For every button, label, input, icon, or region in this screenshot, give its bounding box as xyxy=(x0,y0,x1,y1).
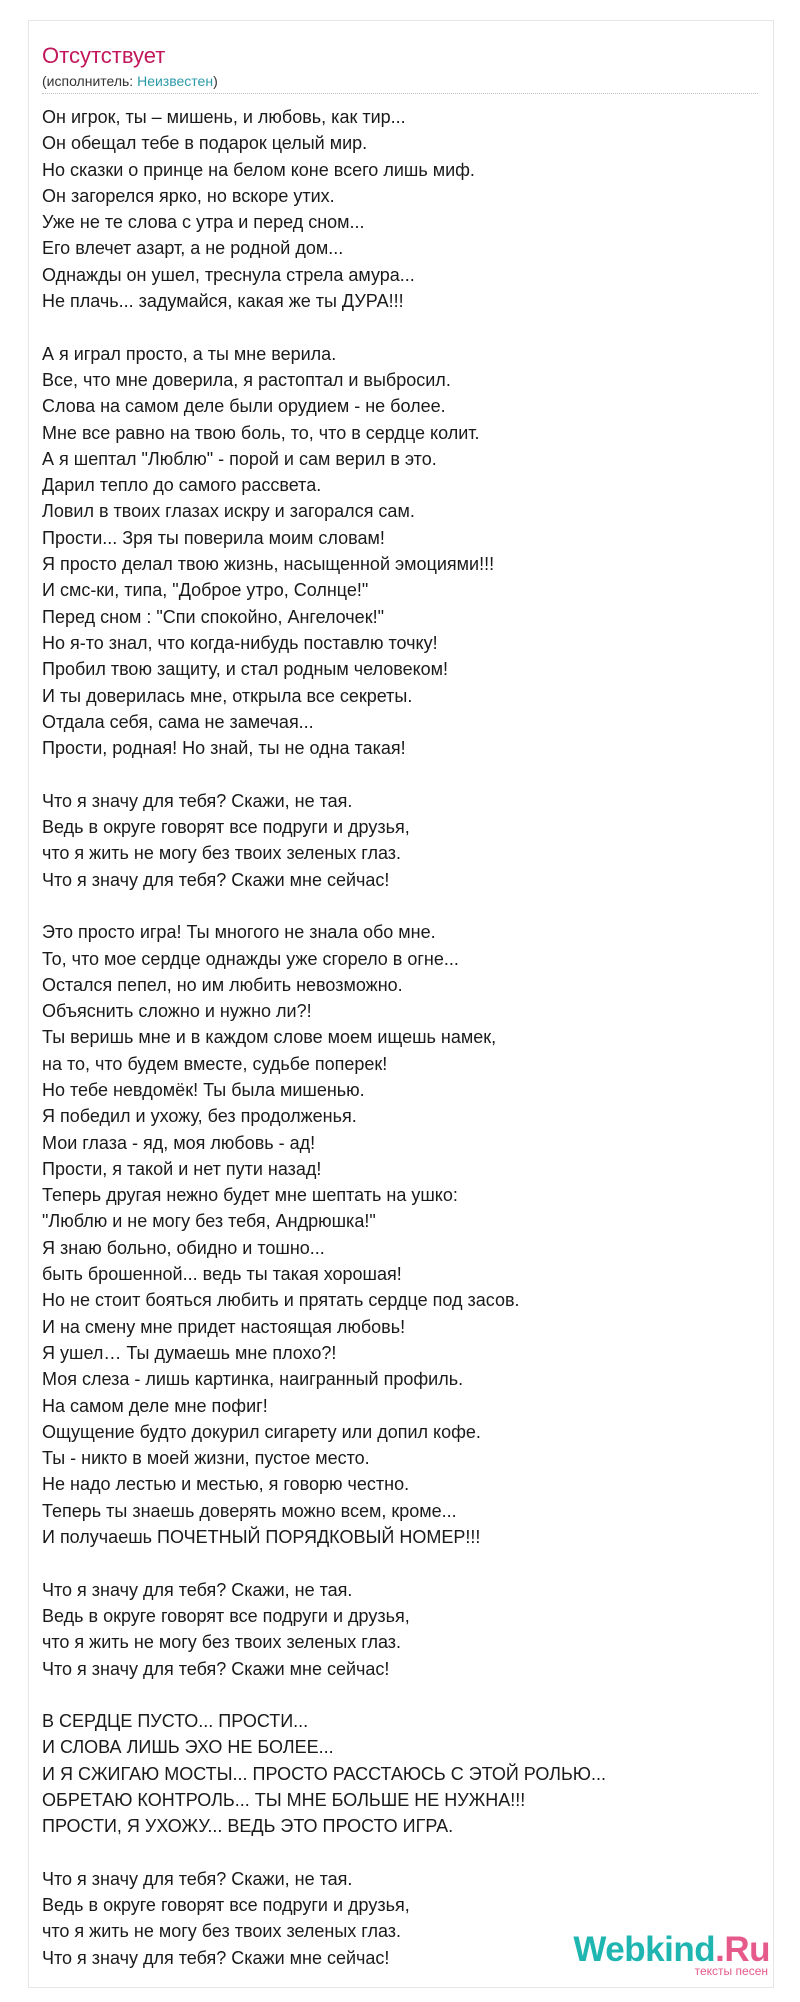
artist-link[interactable]: Неизвестен xyxy=(137,73,214,89)
divider xyxy=(42,93,758,94)
artist-line xyxy=(42,72,218,90)
site-logo xyxy=(573,1931,770,1977)
lyrics-text: Он игрок, ты – мишень, и любовь, как тир... Он обещал тебе в подарок целый мир. Но сказки о принце на белом коне всего лишь миф. Он загорелся ярко, но вскоре утих. Уже не те слова с утра и перед сном... Его влечет азарт, а не родной дом... Однажды он ушел, треснула стрела амура... Не плачь... задумайся, какая же ты ДУРА!!! А я играл просто, а ты мне верила. Все, что мне доверила, я растоптал и выбросил. Слова на самом деле были орудием - не более. Мне все равно на твою боль, то, что в сердце колит. А я шептал "Люблю" - порой и сам верил в это. Дарил тепло до самого рассвета. Ловил в твоих глазах искру и загорался сам. Прости... Зря ты поверила моим словам! Я просто делал твою жизнь, насыщенной эмоциями!!! И смс-ки, типа, "Доброе утро, Солнце!" Перед сном : "Спи спокойно, Ангелочек!" Но я-то знал, что когда-нибудь поставлю точку! Пробил твою защиту, и стал родным человеком! И ты доверилась мне, открыла все секреты. Отдала себя, сама не замечая... Прости, родная! Но знай, ты не одна такая! Что я значу для тебя? Скажи, не тая. Ведь в округе говорят все подруги и друзья, что я жить не могу без твоих зеленых глаз. Что я значу для тебя? Скажи мне сейчас! Это просто игра! Ты многого не знала обо мне. То, что мое сердце однажды уже сгорело в огне... Остался пепел, но им любить невозможно. Объяснить сложно и нужно ли?! Ты веришь мне и в каждом слове моем ищешь намек, на то, что будем вместе, судьбе поперек! Но тебе невдомёк! Ты была мишенью. Я победил и ухожу, без продолженья. Мои глаза - яд, моя любовь - ад! Прости, я такой и нет пути назад! Теперь другая нежно будет мне шептать на ушко: "Люблю и не могу без тебя, Андрюшка!" Я знаю больно, обидно и тошно... быть брошенной... ведь ты такая хорошая! Но не стоит бояться любить и прятать сердце под засов. И на смену мне придет настоящая любовь! Я ушел… Ты думаешь мне плохо?! Моя слеза - лишь картинка, наигранный профиль. На самом деле мне пофиг! Ощущение будто докурил сигарету или допил кофе. Ты - никто в моей жизни, пустое место. Не надо лестью и местью, я говорю честно. Теперь ты знаешь доверять можно всем, кроме... И получаешь ПОЧЕТНЫЙ ПОРЯДКОВЫЙ НОМЕР!!! Что я значу для тебя? Скажи, не тая. Ведь в округе говорят все подруги и друзья, что я жить не могу без твоих зеленых глаз. Что я значу для тебя? Скажи мне сейчас! В СЕРДЦЕ ПУСТО... ПРОСТИ... И СЛОВА ЛИШЬ ЭХО НЕ БОЛЕЕ... И Я СЖИГАЮ МОСТЫ... ПРОСТО РАССТАЮСЬ С ЭТОЙ РОЛЬЮ... ОБРЕТАЮ КОНТРОЛЬ... ТЫ МНЕ БОЛЬШЕ НЕ НУЖНА!!! ПРОСТИ, Я УХОЖУ... ВЕДЬ ЭТО ПРОСТО ИГРА. Что я значу для тебя? Скажи, не тая. Ведь в округе говорят все подруги и друзья, что я жить не могу без твоих зеленых глаз. Что я значу для тебя? Скажи мне сейчас! xyxy=(42,107,606,1968)
artist-suffix: ) xyxy=(213,73,218,89)
artist-prefix: (исполнитель: xyxy=(42,73,138,89)
logo-tld: .Ru xyxy=(715,1930,770,1969)
logo-tagline: тексты песен xyxy=(694,1964,768,1978)
logo-name: Webkind xyxy=(573,1930,716,1969)
song-title: Отсутствует xyxy=(42,43,166,68)
